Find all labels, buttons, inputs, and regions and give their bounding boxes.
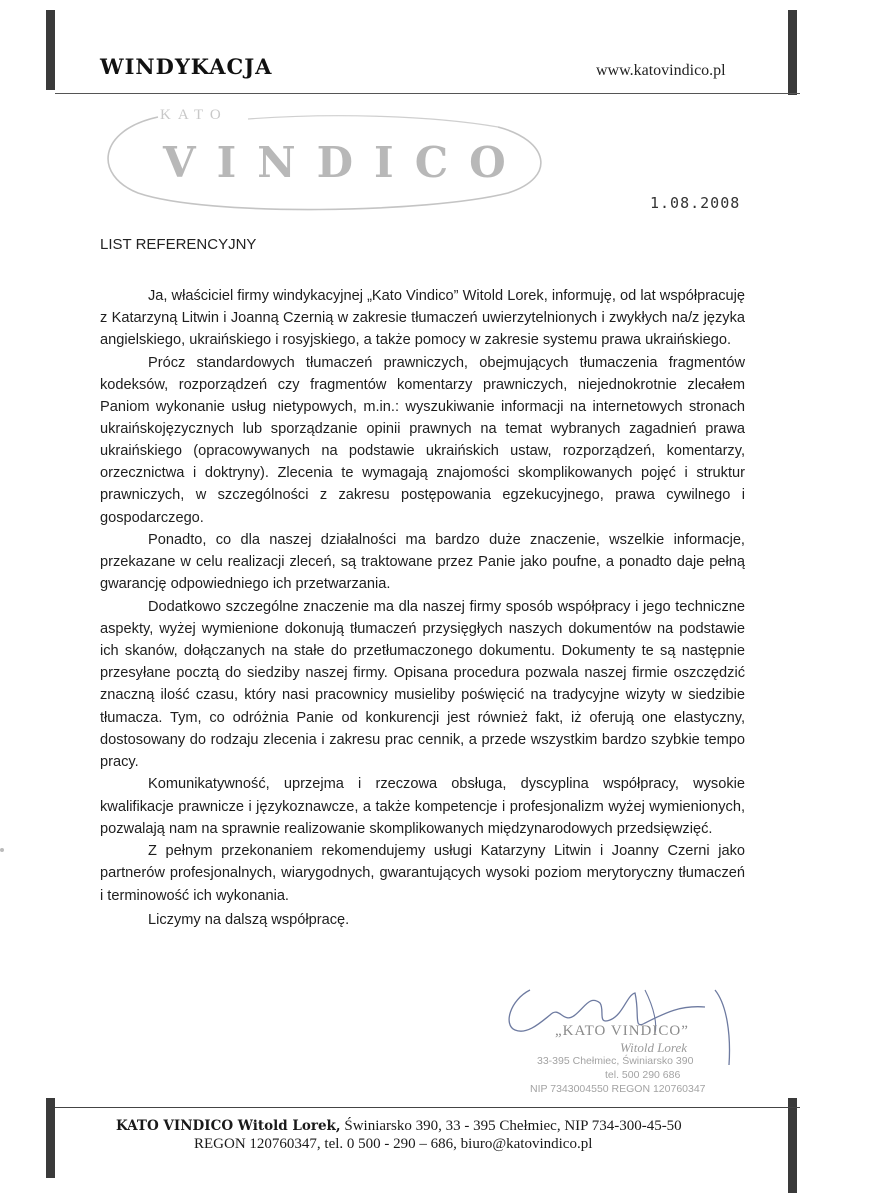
letterhead-website: www.katovindico.pl <box>596 62 726 79</box>
scan-edge-bar <box>46 10 55 90</box>
logo-main-text: VINDICO <box>163 138 527 187</box>
paragraph: Prócz standardowych tłumaczeń prawniczych, obejmujących tłumaczenia fragmentów kodeksów, rozporządzeń czy fragmentów komentarzy prawniczych, niejednokrotnie zlecałem Paniom wykonanie usług nietypowych, m.in.: wyszukiwanie informacji na internetowych stronach ukraińskojęzycznych lub sporządzanie opinii prawnych na temat wybranych zagadnień prawa ukraińskiego (opracowywanych na podstawie ukraińskich ustaw, rozporządzeń, komentarzy, orzecznictwa i doktryny). Zlecenia te wymagają znajomości skomplikowanych pojęć i struktur prawniczych, w szczególności z zakresu postępowania egzekucyjnego, prawa cywilnego i gospodarczego. <box>100 354 745 526</box>
stamp-ids: NIP 7343004550 REGON 120760347 <box>530 1083 706 1095</box>
scan-edge-bar <box>788 1098 797 1193</box>
paragraph: Dodatkowo szczególne znaczenie ma dla naszej firmy sposób współpracy i jego techniczne aspekty, wyżej wymienione dokonują tłumaczeń przysięgłych naszych dokumentów na podstawie ich skanów, dołączanych na stałe do przetłumaczonego dokumentu. Dokumenty te są następnie przesyłane pocztą do siedziby naszej firmy. Opisana procedura pozwala naszej firmie oszczędzić znaczną ilość czasu, który nasi pracownicy musieliby poświęcić na tradycyjne wizyty w siedzibie tłumacza. Tym, co odróżnia Panie od konkurencji jest również fakt, iż oferują one elastyczny, dostosowany do rodzaju zlecenia i zakresu prac cennik, a przede wszystkim bardzo szybkie tempo pracy. <box>100 599 745 770</box>
footer-contact: REGON 120760347, tel. 0 500 - 290 – 686, biuro@katovindico.pl <box>194 1136 593 1152</box>
scan-edge-bar <box>46 1098 55 1178</box>
stamp-company: „KATO VINDICO” <box>555 1023 689 1039</box>
paragraph: Ja, właściciel firmy windykacyjnej „Kato Vindico” Witold Lorek, informuję, od lat współpracuję z Katarzyną Litwin i Joanną Czernią w zakresie tłumaczeń uwierzytelnionych i zwykłych na/z języka angielskiego, ukraińskiego i rosyjskiego, a także pomocy w zakresie systemu prawa ukraińskiego. <box>100 288 745 349</box>
paragraph: Ponadto, co dla naszej działalności ma bardzo duże znaczenie, wszelkie informacje, przekazane w celu realizacji zleceń, są traktowane przez Panie jako poufne, a ponadto daje pełną gwarancję odpowiedniego ich przetwarzania. <box>100 532 745 593</box>
footer-address: Świniarsko 390, 33 - 395 Chełmiec, NIP 734-300-45-50 <box>340 1118 682 1134</box>
letter-date: 1.08.2008 <box>650 194 741 212</box>
paragraph: Z pełnym przekonaniem rekomendujemy usługi Katarzyny Litwin i Joanny Czerni jako partnerów profesjonalnych, wiarygodnych, gwarantujących wysoki poziom merytoryczny tłumaczeń i terminowość ich wykonania. <box>100 843 745 904</box>
footer-divider <box>55 1107 800 1108</box>
letter-heading: LIST REFERENCYJNY <box>100 236 257 253</box>
paragraph: Komunikatywność, uprzejma i rzeczowa obsługa, dyscyplina współpracy, wysokie kwalifikacje prawnicze i językoznawcze, a także kompetencje i profesjonalizm wyżej wymienionych, pozwalają nam na sprawnie realizowanie skomplikowanych międzynarodowych przedsięwzięć. <box>100 776 745 837</box>
stamp-address: 33-395 Chełmiec, Świniarsko 390 <box>537 1055 694 1067</box>
header-divider <box>55 93 800 94</box>
closing-line: Liczymy na dalszą współpracę. <box>148 911 350 928</box>
stamp-phone: tel. 500 290 686 <box>605 1069 681 1081</box>
letter-body <box>100 285 745 931</box>
logo-small-text: KATO <box>160 107 228 123</box>
letterhead-brand: WINDYKACJA <box>100 54 273 79</box>
footer-line <box>116 1118 682 1135</box>
scan-speck <box>0 848 4 852</box>
stamp-person: Witold Lorek <box>620 1040 688 1055</box>
scan-edge-bar <box>788 10 797 95</box>
footer-company: KATO VINDICO Witold Lorek, <box>116 1118 341 1134</box>
